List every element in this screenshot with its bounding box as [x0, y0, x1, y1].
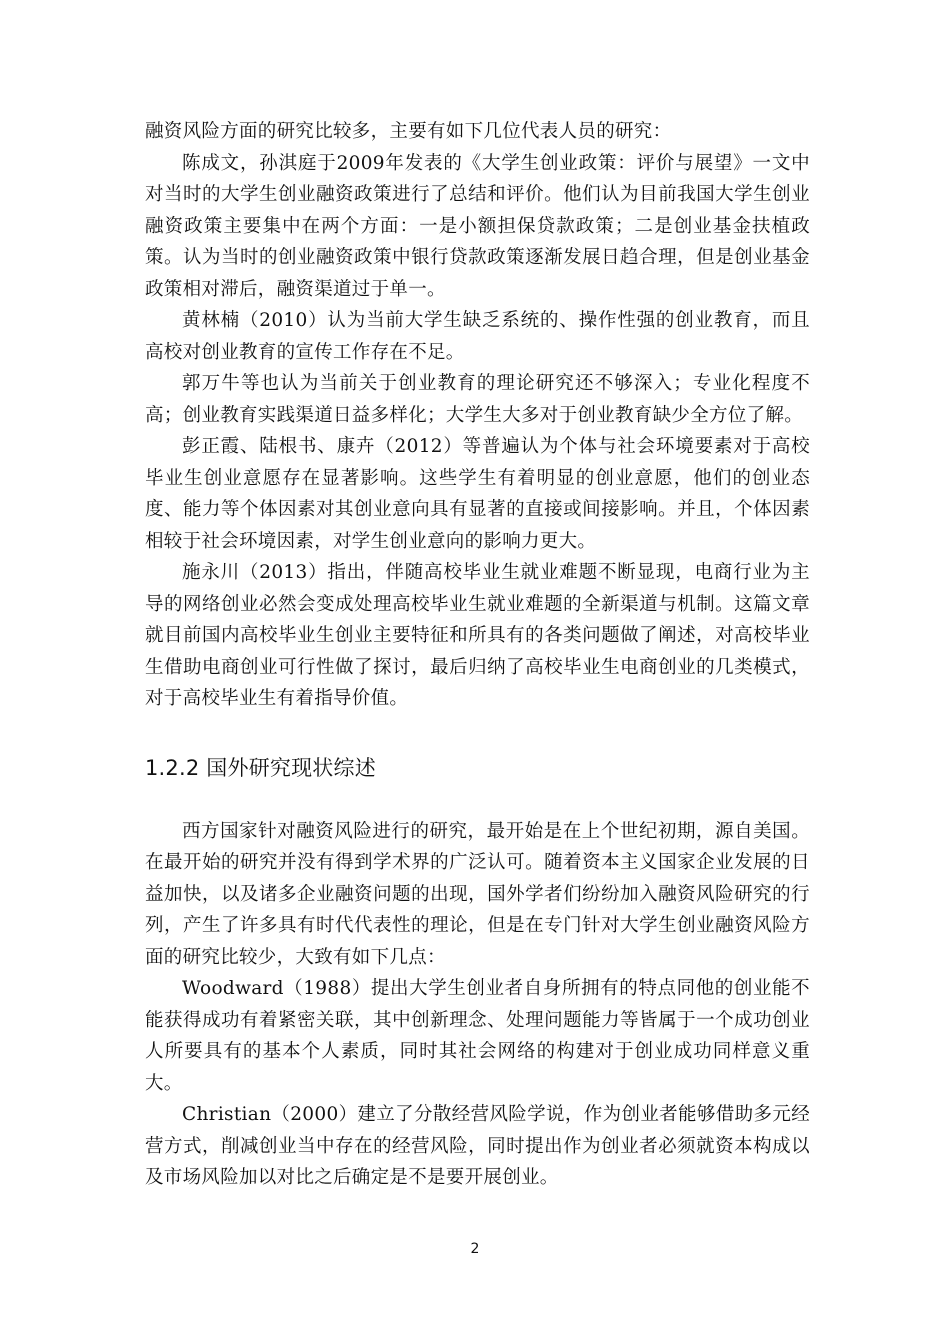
page-body [145, 116, 810, 1194]
paragraph-guo-wanniu: 郭万牛等也认为当前关于创业教育的理论研究还不够深入；专业化程度不高；创业教育实践渠道日益多样化；大学生大多对于创业教育缺少全方位了解。 [145, 373, 810, 426]
paragraph-christian: Christian（2000）建立了分散经营风险学说，作为创业者能够借助多元经营方式，削减创业当中存在的经营风险，同时提出作为创业者必须就资本构成以及市场风险加以对比之后确定是不是要开展创业。 [145, 1104, 810, 1188]
paragraph-western-research: 西方国家针对融资风险进行的研究，最开始是在上个世纪初期，源自美国。在最开始的研究并没有得到学术界的广泛认可。随着资本主义国家企业发展的日益加快，以及诸多企业融资问题的出现，国外学者们纷纷加入融资风险研究的行列，产生了许多具有时代代表性的理论，但是在专门针对大学生创业融资风险方面的研究比较少，大致有如下几点： [145, 820, 810, 968]
paragraph-continuation: 融资风险方面的研究比较多，主要有如下几位代表人员的研究： [145, 121, 672, 142]
paragraph-woodward: Woodward（1988）提出大学生创业者自身所拥有的特点同他的创业能不能获得成功有着紧密关联，其中创新理念、处理问题能力等皆属于一个成功创业人所要具有的基本个人素质，同时其社会网络的构建对于创业成功同样意义重大。 [145, 978, 810, 1094]
paragraph-peng-zhengxia: 彭正霞、陆根书、康卉（2012）等普遍认为个体与社会环境要素对于高校毕业生创业意愿存在显著影响。这些学生有着明显的创业意愿，他们的创业态度、能力等个体因素对其创业意向具有显著的直接或间接影响。并且，个体因素相较于社会环境因素，对学生创业意向的影响力更大。 [145, 436, 810, 552]
paragraph-chen-chengwen: 陈成文，孙淇庭于2009年发表的《大学生创业政策：评价与展望》一文中对当时的大学生创业融资政策进行了总结和评价。他们认为目前我国大学生创业融资政策主要集中在两个方面：一是小额担保贷款政策；二是创业基金扶植政策。认为当时的创业融资政策中银行贷款政策逐渐发展日趋合理，但是创业基金政策相对滞后，融资渠道过于单一。 [145, 152, 810, 300]
paragraph-huang-linnan: 黄林楠（2010）认为当前大学生缺乏系统的、操作性强的创业教育，而且高校对创业教育的宣传工作存在不足。 [145, 310, 810, 363]
page-number: 2 [470, 1241, 480, 1257]
paragraph-shi-yongchuan: 施永川（2013）指出，伴随高校毕业生就业难题不断显现，电商行业为主导的网络创业必然会变成处理高校毕业生就业难题的全新渠道与机制。这篇文章就目前国内高校毕业生创业主要特征和所具有的各类问题做了阐述，对高校毕业生借助电商创业可行性做了探讨，最后归纳了高校毕业生电商创业的几类模式，对于高校毕业生有着指导价值。 [145, 562, 810, 709]
section-heading: 1.2.2 国外研究现状综述 [145, 755, 376, 780]
